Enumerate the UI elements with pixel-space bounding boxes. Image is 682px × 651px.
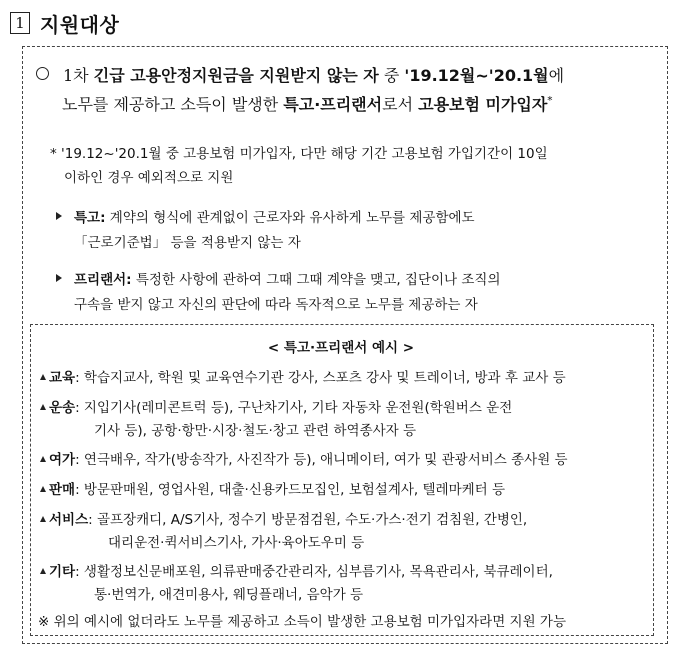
triangle-up-icon	[40, 404, 46, 410]
examples-note: ※ 위의 예시에 없더라도 노무를 제공하고 소득이 발생한 고용보험 미가입자라면 지원 가능	[38, 614, 566, 630]
triangle-up-icon	[40, 516, 46, 522]
definition-special-line-1: 특고: 계약의 형식에 관계없이 근로자와 유사하게 노무를 제공함에도	[56, 206, 475, 226]
example-service-line-2: 대리운전·퀵서비스기사, 가사·육아도우미 등	[108, 535, 365, 551]
definition-freelancer-line-2: 구속을 받지 않고 자신의 판단에 따라 독자적으로 노무를 제공하는 자	[74, 297, 478, 313]
triangle-bullet-icon	[56, 212, 62, 220]
main-item-insurance: 고용보험 미가입자	[418, 95, 548, 114]
triangle-up-icon	[40, 374, 46, 380]
circle-bullet-icon	[36, 67, 49, 80]
footnote-line-2: 이하인 경우 예외적으로 지원	[64, 170, 234, 186]
main-item-target: 특고·프리랜서	[283, 95, 383, 114]
example-sales: 판매: 방문판매원, 영업사원, 대출·신용카드모집인, 보험설계사, 텔레마케터 등	[40, 478, 505, 498]
example-transport-line-2: 기사 등), 공항·항만·시장·철도·창고 관련 하역종사자 등	[94, 423, 417, 439]
main-item-emphasis: 긴급 고용안정지원금을 지원받지 않는 자	[93, 66, 379, 85]
definition-freelancer-line-1: 프리랜서: 특정한 사항에 관하여 그때 그때 계약을 맺고, 집단이나 조직의	[56, 268, 501, 288]
examples-heading: < 특고·프리랜서 예시 >	[267, 340, 415, 356]
section-title-text: 지원대상	[40, 12, 120, 37]
example-other-line-2: 통·번역가, 애견미용사, 웨딩플래너, 음악가 등	[94, 587, 364, 603]
triangle-bullet-icon	[56, 274, 62, 282]
definition-special-line-2: 「근로기준법」 등을 적용받지 않는 자	[74, 235, 301, 251]
example-education: 교육: 학습지교사, 학원 및 교육연수기관 강사, 스포츠 강사 및 트레이너, 방과 후 교사 등	[40, 366, 566, 386]
main-item-line-1: 1차 긴급 고용안정지원금을 지원받지 않는 자 중 '19.12월~'20.1월에	[36, 63, 564, 86]
triangle-up-icon	[40, 486, 46, 492]
example-service: 서비스: 골프장캐디, A/S기사, 정수기 방문점검원, 수도·가스·전기 검침원, 간병인,	[40, 508, 527, 528]
main-item-period: '19.12월~'20.1월	[404, 66, 549, 85]
section-number-box: 1	[10, 12, 30, 34]
section-title	[10, 8, 119, 38]
triangle-up-icon	[40, 456, 46, 462]
example-leisure: 여가: 연극배우, 작가(방송작가, 사진작가 등), 애니메이터, 여가 및 관광서비스 종사원 등	[40, 448, 568, 468]
triangle-up-icon	[40, 568, 46, 574]
footnote-mark: *	[547, 95, 553, 107]
main-item-line-2: 노무를 제공하고 소득이 발생한 특고·프리랜서로서 고용보험 미가입자*	[62, 95, 553, 114]
example-other: 기타: 생활정보신문배포원, 의류판매중간관리자, 심부름기사, 목욕관리사, 북큐레이터,	[40, 560, 553, 580]
footnote-line-1: * '19.12~'20.1월 중 고용보험 미가입자, 다만 해당 기간 고용보험 가입기간이 10일	[50, 146, 548, 162]
example-transport: 운송: 지입기사(레미콘트럭 등), 구난차기사, 기타 자동차 운전원(학원버스 운전	[40, 396, 512, 416]
